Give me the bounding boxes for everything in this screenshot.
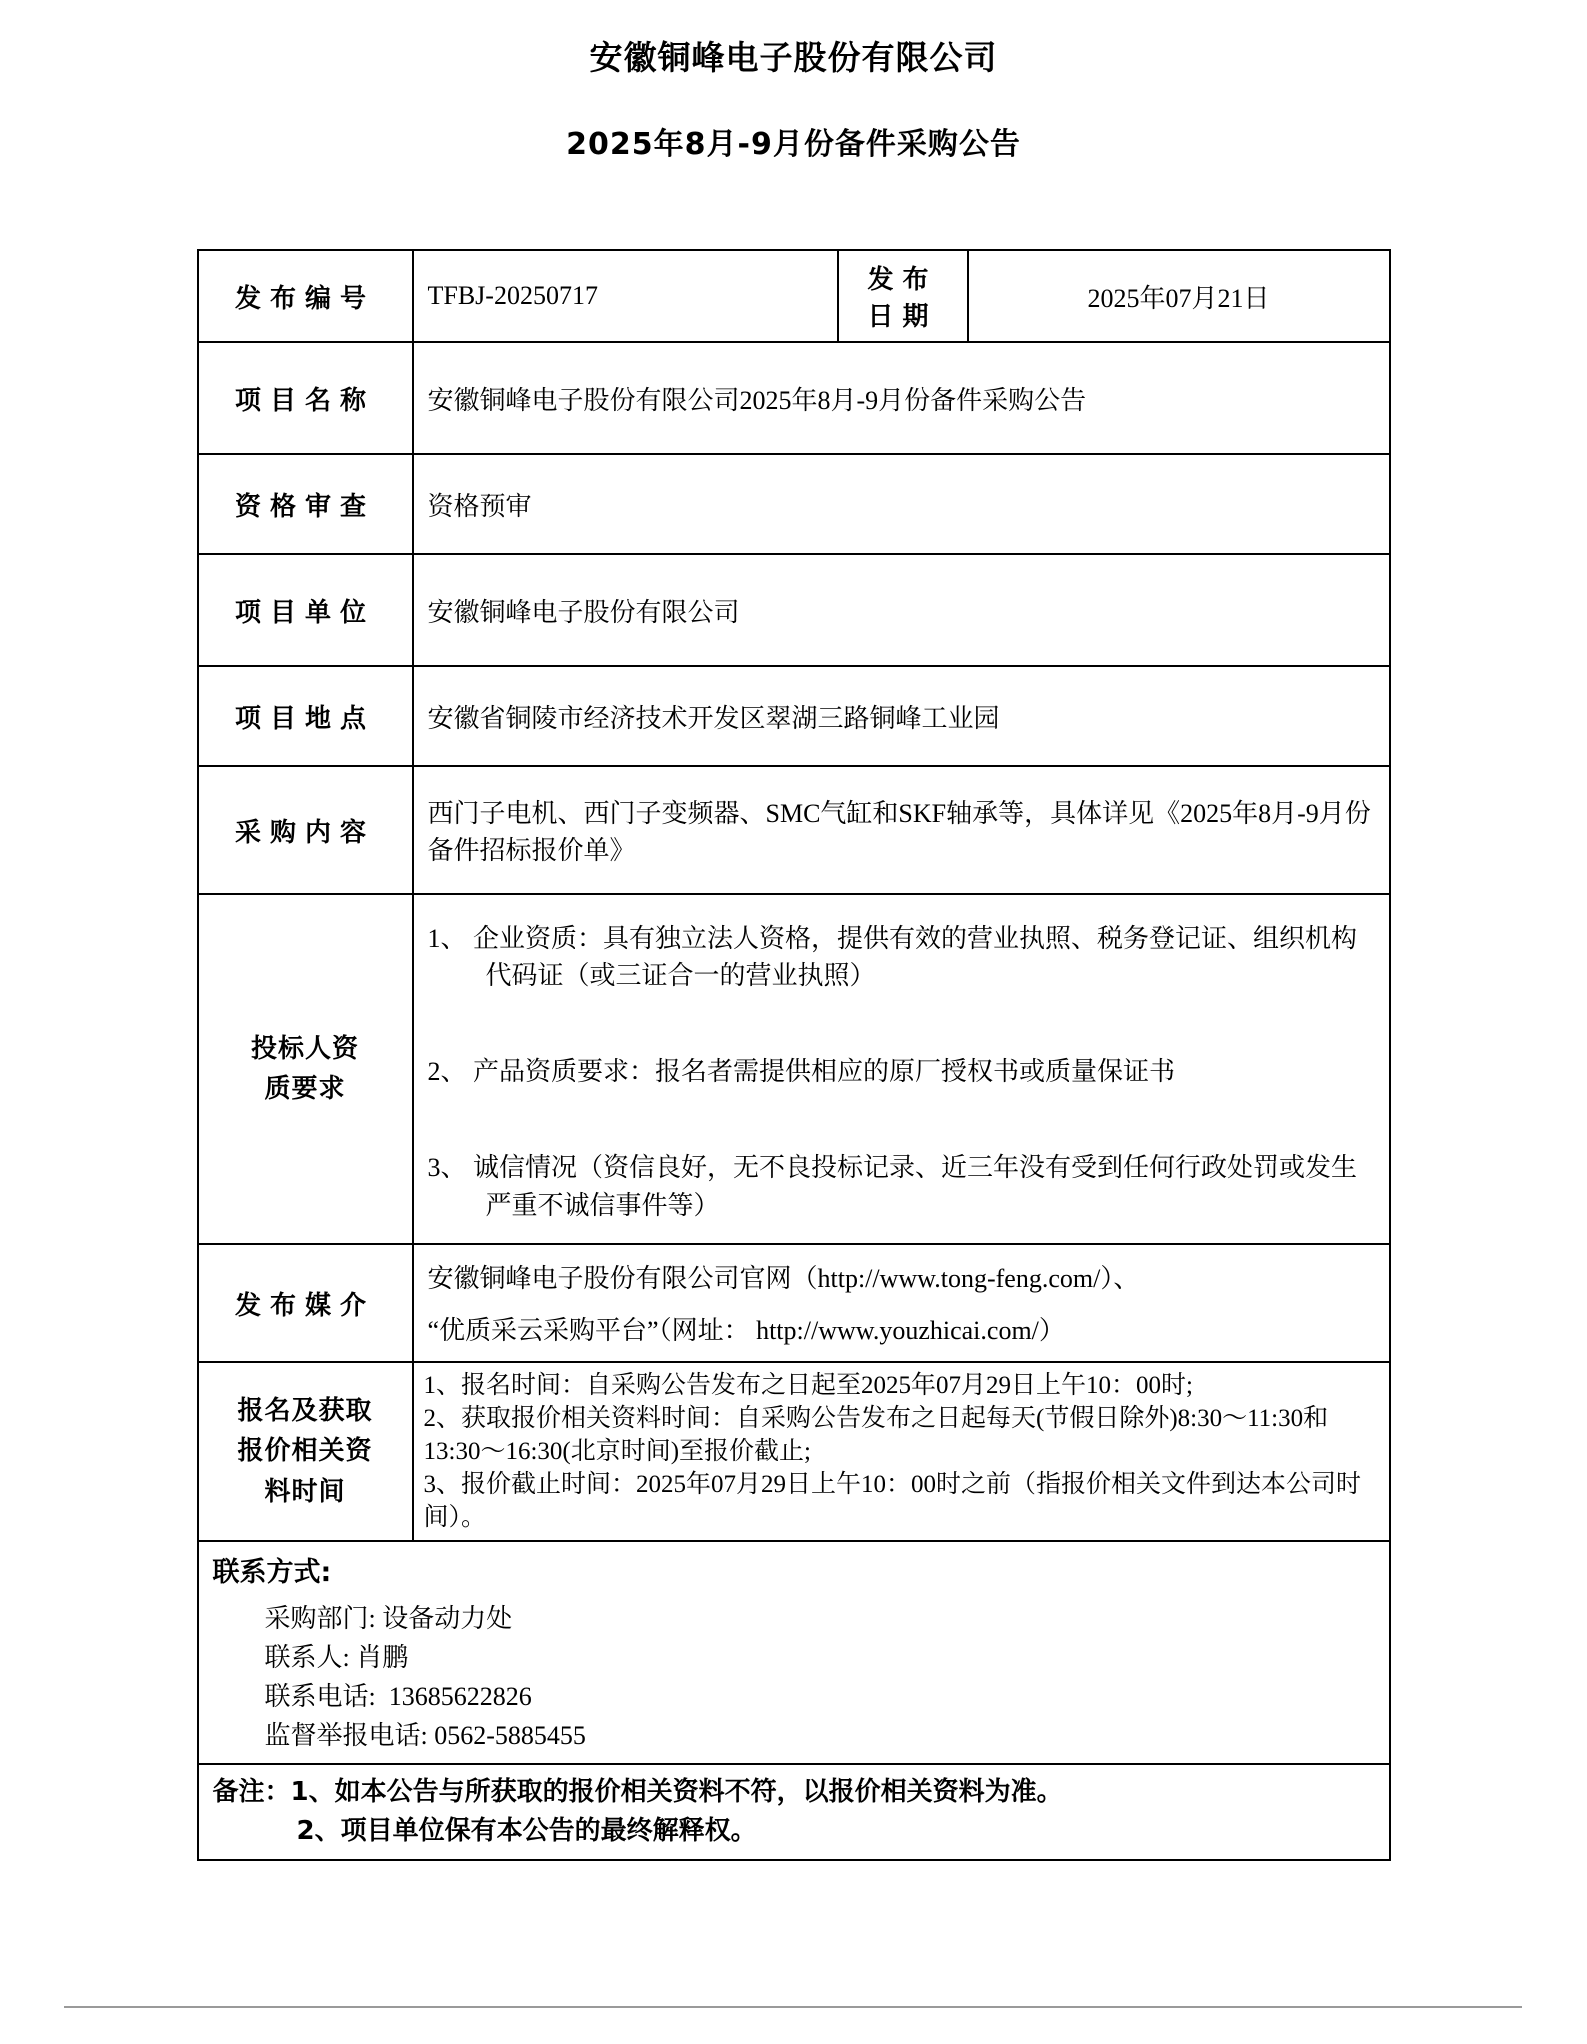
contact-section [198, 1541, 1390, 1764]
publish-date-label: 发布日期 [838, 250, 968, 342]
publish-no-label: 发布编号 [198, 250, 413, 342]
project-unit-value: 安徽铜峰电子股份有限公司 [413, 554, 1390, 666]
document-subtitle: 2025年8月-9月份备件采购公告 [566, 127, 1021, 162]
bidder-qualification-label-line: 投标人资 [250, 1033, 359, 1064]
procurement-content-label: 采购内容 [198, 766, 413, 894]
row-publish [198, 250, 1390, 342]
registration-schedule-label-line: 报价相关资 [237, 1436, 373, 1467]
qualification-review-label: 资格审查 [198, 454, 413, 554]
bidder-qualification-label [198, 894, 413, 1244]
project-location-label: 项目地点 [198, 666, 413, 766]
document-title: 安徽铜峰电子股份有限公司 [589, 38, 998, 77]
remarks-section [198, 1764, 1390, 1860]
remarks-item-1: 1、如本公告与所获取的报价相关资料不符，以报价相关资料为准。 [290, 1777, 1063, 1807]
row-project-location [198, 666, 1390, 766]
row-registration-schedule [198, 1362, 1390, 1541]
registration-schedule-content [413, 1362, 1390, 1541]
qualification-item-3: 3、 诚信情况（资信良好，无不良投标记录、近三年没有受到任何行政处罚或发生严重不诚信事件等） [427, 1152, 1358, 1220]
remarks-item-2: 2、项目单位保有本公告的最终解释权。 [296, 1816, 757, 1846]
remarks-line-1 [213, 1773, 1375, 1812]
qualification-review-value: 资格预审 [413, 454, 1390, 554]
row-contact [198, 1541, 1390, 1764]
row-remarks [198, 1764, 1390, 1860]
row-bidder-qualification [198, 894, 1390, 1244]
schedule-item-3: 3、报价截止时间：2025年07月29日上午10：00时之前（指报价相关文件到达本公司时间）。 [423, 1471, 1362, 1531]
row-project-name [198, 342, 1390, 454]
contact-heading: 联系方式: [212, 1557, 332, 1588]
publish-date-value: 2025年07月21日 [968, 250, 1390, 342]
registration-schedule-label-line: 料时间 [264, 1476, 346, 1507]
project-name-label: 项目名称 [198, 342, 413, 454]
schedule-item-1: 1、报名时间：自采购公告发布之日起至2025年07月29日上午10：00时; [423, 1372, 1193, 1399]
contact-supervision-phone: 监督举报电话: 0562-5885455 [264, 1721, 586, 1750]
publish-media-line-2: “优质采云采购平台”（网址： http://www.youzhicai.com/） [427, 1316, 1065, 1345]
remarks-line-2 [213, 1812, 1375, 1851]
publish-media-line-1: 安徽铜峰电子股份有限公司官网（http://www.tong-feng.com/）、 [427, 1263, 1140, 1293]
qualification-item-2: 2、 产品资质要求：报名者需提供相应的原厂授权书或质量保证书 [427, 1057, 1176, 1087]
registration-schedule-label [198, 1362, 413, 1541]
qualification-item-1: 1、 企业资质：具有独立法人资格，提供有效的营业执照、税务登记证、组织机构代码证（或三证合一的营业执照） [427, 923, 1358, 991]
bidder-qualification-label-line: 质要求 [264, 1074, 346, 1104]
notice-table [197, 249, 1391, 1861]
project-location-value: 安徽省铜陵市经济技术开发区翠湖三路铜峰工业园 [413, 666, 1390, 766]
bidder-qualification-content [413, 894, 1390, 1244]
contact-department: 采购部门: 设备动力处 [264, 1604, 513, 1633]
publish-no-value: TFBJ-20250717 [413, 250, 838, 342]
page-footer-divider [64, 2006, 1522, 2008]
registration-schedule-label-line: 报名及获取 [237, 1396, 373, 1427]
remarks-label: 备注： [212, 1777, 291, 1807]
row-procurement-content [198, 766, 1390, 894]
contact-person: 联系人: 肖鹏 [264, 1643, 409, 1672]
project-unit-label: 项目单位 [198, 554, 413, 666]
procurement-content-value: 西门子电机、西门子变频器、SMC气缸和SKF轴承等，具体详见《2025年8月-9月份备件招标报价单》 [413, 766, 1390, 894]
row-project-unit [198, 554, 1390, 666]
contact-phone: 联系电话: 13685622826 [264, 1682, 532, 1711]
project-name-value: 安徽铜峰电子股份有限公司2025年8月-9月份备件采购公告 [413, 342, 1390, 454]
publish-media-label: 发布媒介 [198, 1244, 413, 1362]
row-qualification-review [198, 454, 1390, 554]
schedule-item-2: 2、获取报价相关资料时间：自采购公告发布之日起每天(节假日除外)8:30～11:30和13:30～16:30(北京时间)至报价截止; [423, 1405, 1329, 1465]
row-publish-media [198, 1244, 1390, 1362]
publish-media-content [413, 1244, 1390, 1362]
